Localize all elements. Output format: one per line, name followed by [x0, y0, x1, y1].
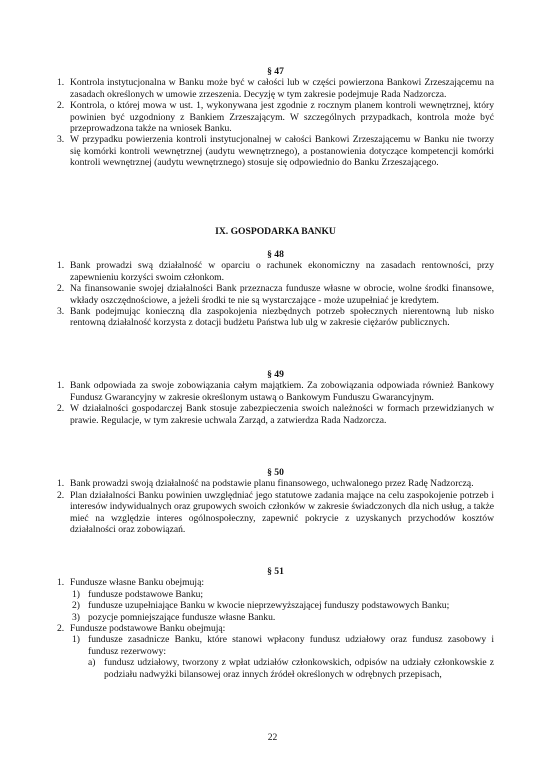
section-title: § 51 — [267, 566, 284, 577]
section-49 — [57, 369, 494, 426]
item-number: 3. — [57, 134, 65, 146]
paragraph-item — [57, 490, 494, 536]
item-number: 1) — [72, 634, 80, 646]
item-number: 2) — [72, 600, 80, 612]
item-text: fundusz udziałowy, tworzony z wpłat udziałów członkowskich, odpisów na udziały członkowskie z podziału nadwyżki bilansowej oraz innych źródeł określonych w odrębnych przepisach, — [104, 657, 494, 680]
item-number: 1. — [57, 260, 65, 272]
paragraph-item — [57, 478, 494, 489]
item-number: 1. — [57, 380, 65, 392]
item-number: 2. — [57, 100, 65, 112]
paragraph-item — [57, 306, 494, 329]
item-text: fundusze zasadnicze Banku, które stanowi wpłacony fundusz udziałowy oraz fundusz zasobowy i fundusz rezerwowy: — [88, 634, 494, 657]
paragraph-item — [57, 260, 494, 283]
item-text: Na finansowanie swojej działalności Bank przeznacza fundusze własne w obrocie, wolne środki finansowe, wkłady oszczędnościowe, a jeżeli środki te nie są wystarczające - może uzupełniać je kredytem. — [70, 283, 494, 306]
paragraph-item — [57, 623, 494, 634]
item-number: 3. — [57, 306, 65, 318]
paragraph-item — [57, 134, 494, 168]
item-text: fundusze podstawowe Banku; — [88, 588, 204, 600]
section-title: § 47 — [267, 66, 284, 77]
item-number: 2. — [57, 489, 65, 501]
section-51 — [57, 566, 494, 680]
chapter-heading: IX. GOSPODARKA BANKU — [215, 226, 336, 237]
section-47 — [57, 66, 494, 169]
item-number: 1. — [57, 577, 65, 589]
sub-item — [57, 634, 494, 657]
paragraph-item — [57, 100, 494, 134]
item-number: 2. — [57, 623, 65, 635]
item-text: pozycje pomniejszające fundusze własne Banku. — [88, 611, 276, 623]
item-number: 2. — [57, 403, 65, 415]
item-number: 2. — [57, 283, 65, 295]
item-text: Kontrola, o której mowa w ust. 1, wykonywana jest zgodnie z rocznym planem kontroli wewnętrznej, który powinien być uzgodniony z Bankiem Zrzeszającym. W szczególnych przypadkach, kontrola może być przeprowadzona także na wniosek Banku. — [70, 100, 494, 135]
item-text: Bank prowadzi swą działalność w oparciu o rachunek ekonomiczny na zasadach rentowności, przy zapewnieniu korzyści swoim członkom. — [70, 260, 494, 283]
item-text: Bank odpowiada za swoje zobowiązania całym majątkiem. Za zobowiązania odpowiada również Bankowy Fundusz Gwarancyjny w zakresie określonym ustawą o Bankowym Funduszu Gwarancyjnym. — [70, 380, 494, 403]
sub-item — [57, 612, 494, 623]
item-text: Bank podejmując konieczną dla zaspokojenia niezbędnych potrzeb społecznych nierentowną lub nisko rentowną działalność korzysta z dotacji budżetu Państwa lub ulg w zakresie ciężarów publicznych. — [70, 306, 494, 329]
item-text: Bank prowadzi swoją działalność na podstawie planu finansowego, uchwalonego przez Radę Nadzorczą. — [70, 478, 474, 490]
item-text: W działalności gospodarczej Bank stosuje zabezpieczenia swoich należności w formach przewidzianych w prawie. Regulacje, w tym zakresie uchwala Zarząd, a zatwierdza Rada Nadzorcza. — [70, 403, 494, 426]
item-text: fundusze uzupełniające Banku w kwocie nieprzewyższającej funduszy podstawowych Banku; — [88, 600, 450, 612]
item-text: Plan działalności Banku powinien uwzględniać jego statutowe zadania mające na celu zaspokojenie potrzeb i interesów indywidualnych oraz grupowych swoich członków w zakresie świadczonych dla nich usług, a także mieć na względzie interes ogólnospołeczny, zapewnić pokrycie z uzyskanych przychodów kosztów działalności oraz zobowiązań. — [70, 489, 494, 536]
item-text: Fundusze podstawowe Banku obejmują: — [70, 623, 226, 635]
paragraph-item — [57, 380, 494, 403]
page-number: 22 — [267, 732, 278, 743]
item-text: W przypadku powierzenia kontroli instytucjonalnej w całości Bankowi Zrzeszającemu w Banku nie tworzy się komórki kontroli wewnętrznej (audytu wewnętrznego), a postanowienia dotyczące kompetencji komórki kontroli wewnętrznej (audytu wewnętrznego) stosuje się odpowiednio do Banku Zrzeszającego. — [70, 134, 494, 169]
item-text: Fundusze własne Banku obejmują: — [70, 577, 205, 589]
sub-item — [57, 589, 494, 600]
section-48 — [57, 249, 494, 329]
paragraph-item — [57, 577, 494, 588]
paragraph-item — [57, 283, 494, 306]
paragraph-item — [57, 403, 494, 426]
item-text: Kontrola instytucjonalna w Banku może być w całości lub w części powierzona Bankowi Zrzeszającemu na zasadach określonych w umowie zrzeszenia. Decyzję w tym zakresie podejmuje Rada Nadzorcza. — [70, 77, 494, 100]
paragraph-item — [57, 77, 494, 100]
sub-item — [57, 600, 494, 611]
section-title: § 49 — [267, 369, 284, 380]
item-number: 1. — [57, 77, 65, 89]
item-number: 1. — [57, 478, 65, 490]
section-title: § 50 — [267, 467, 284, 478]
item-number: 3) — [72, 611, 80, 623]
section-title: § 48 — [267, 249, 284, 260]
item-number: a) — [88, 657, 96, 669]
sub-sub-item — [57, 657, 494, 680]
section-50 — [57, 467, 494, 535]
item-number: 1) — [72, 588, 80, 600]
